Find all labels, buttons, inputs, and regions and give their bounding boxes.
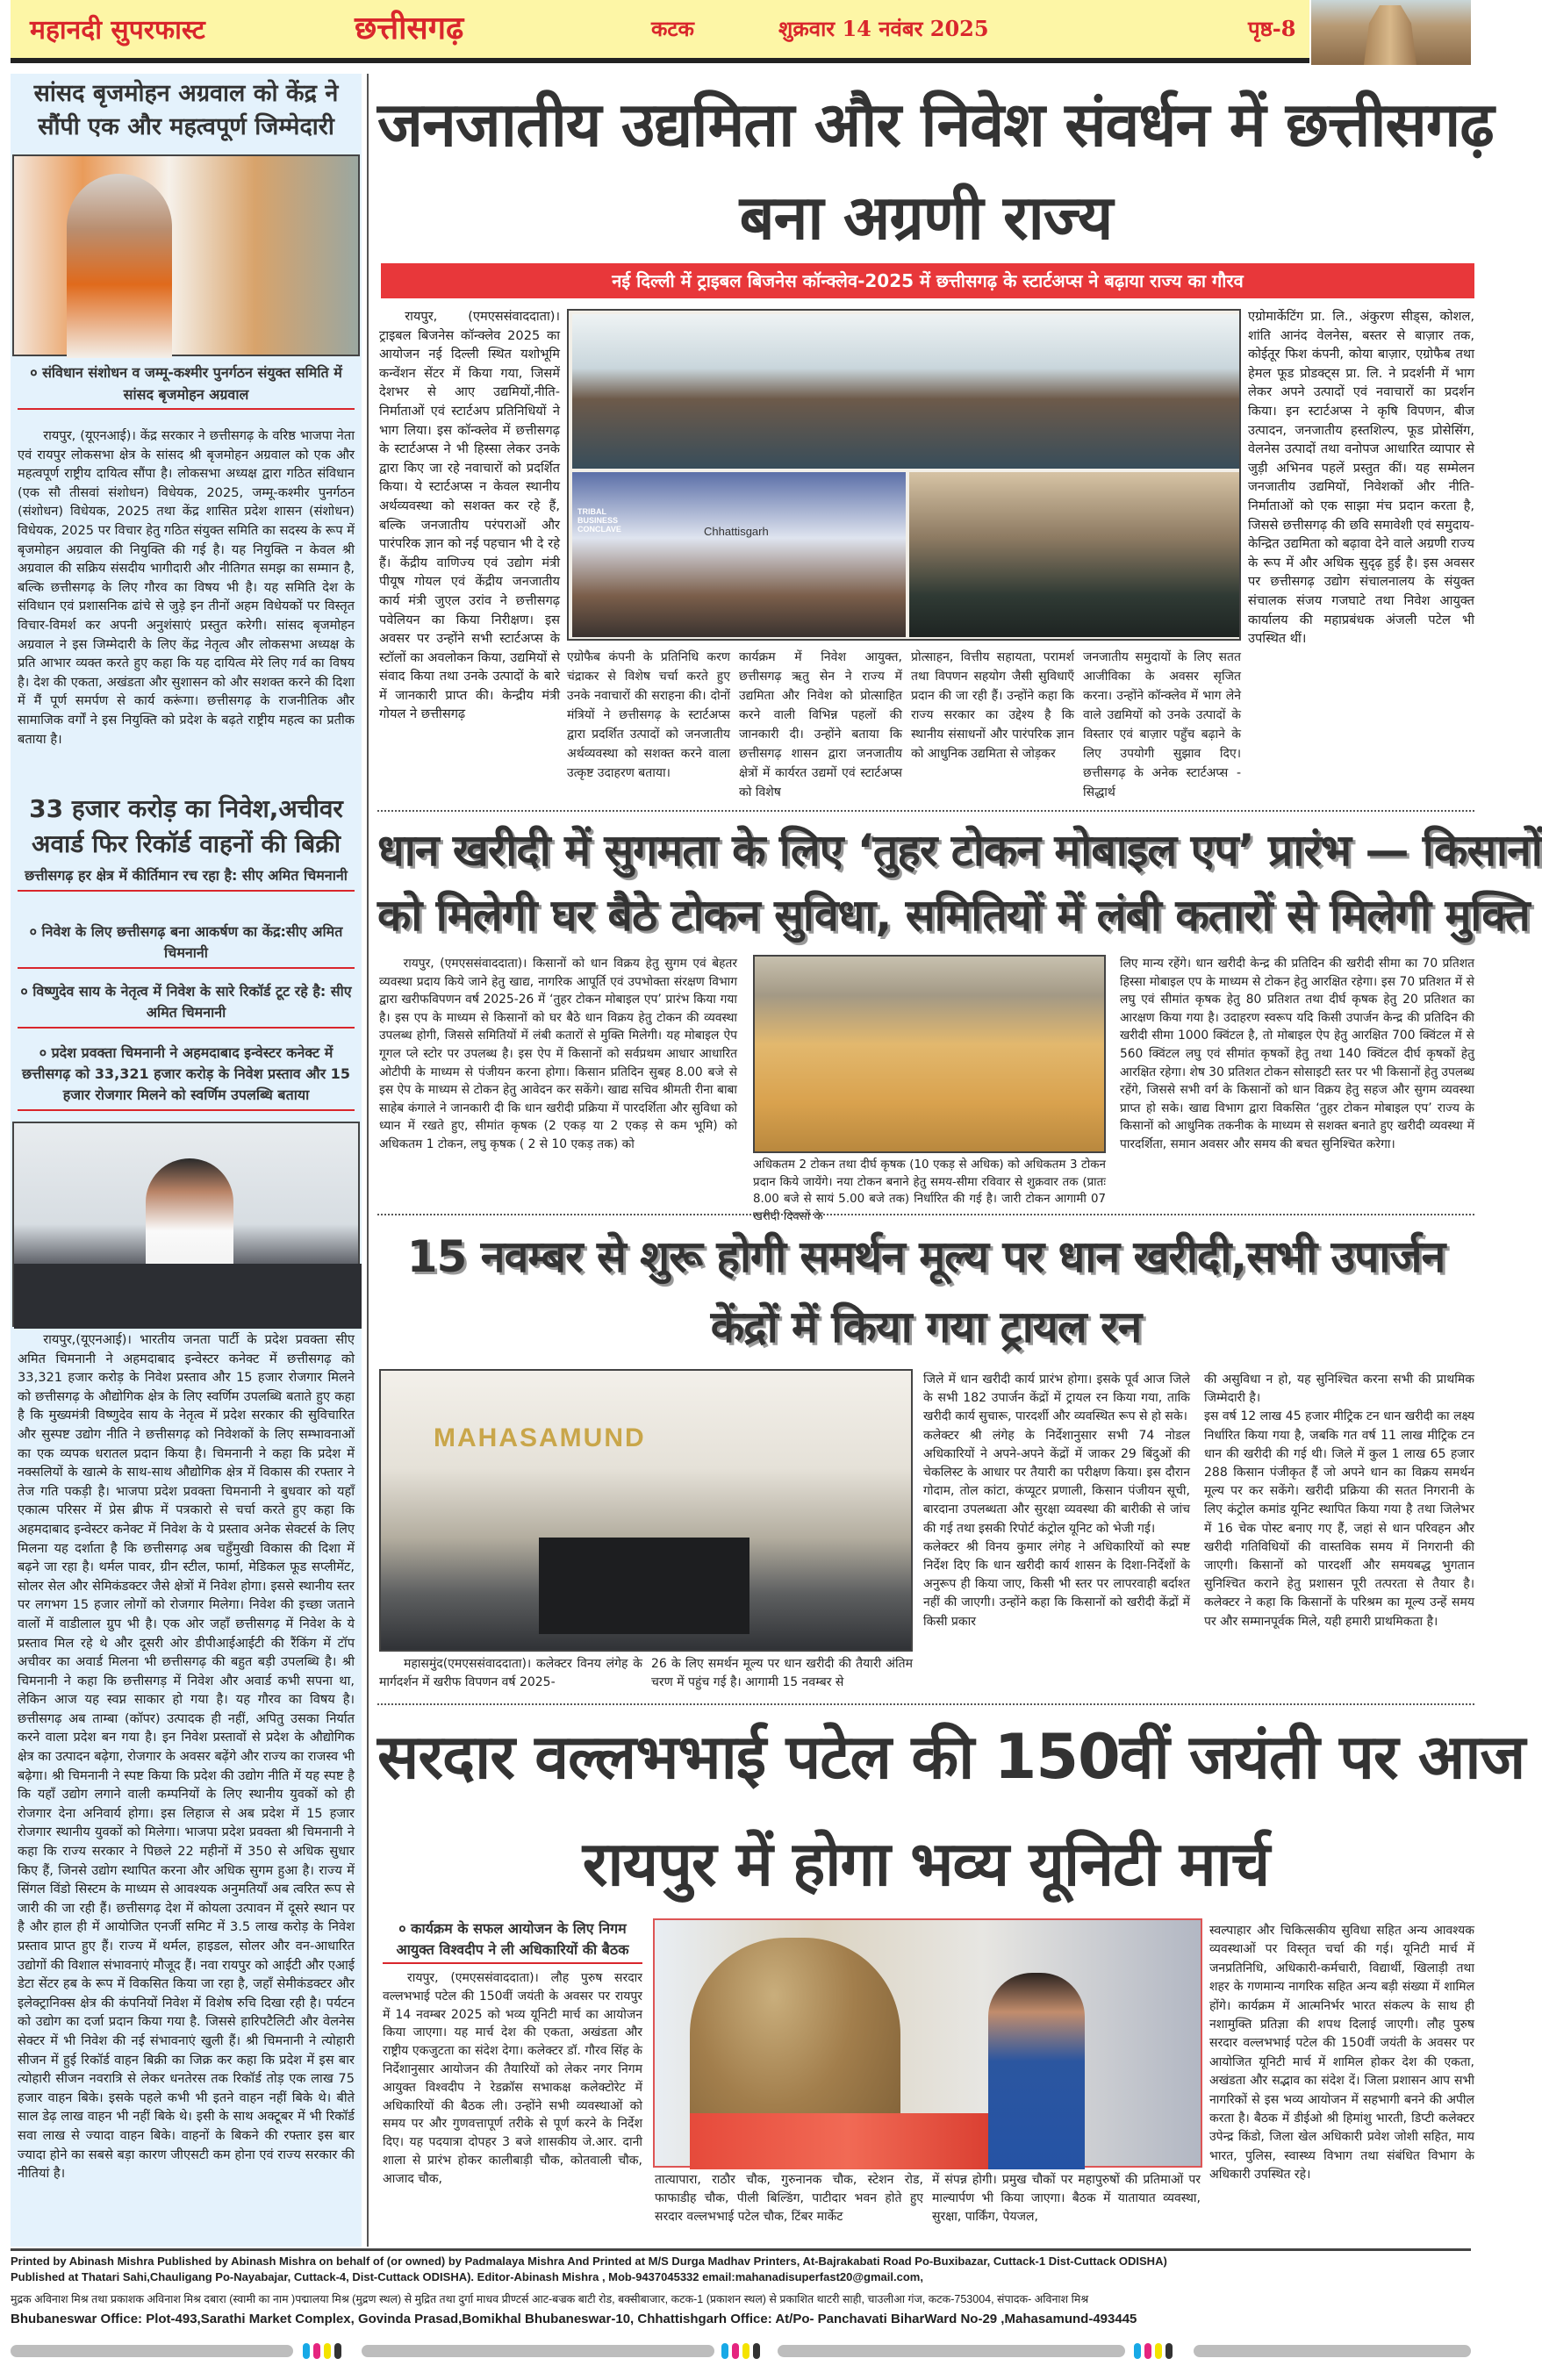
banner-text: Chhattisgarh bbox=[704, 525, 769, 538]
group-photo bbox=[572, 314, 1239, 469]
story3-headline-line1: 15 नवम्बर से शुरू होगी समर्थन मूल्य पर धान खरीदी,सभी उपार्जन bbox=[406, 1231, 1445, 1282]
story3-col-b: की असुविधा न हो, यह सुनिश्चित करना सभी की प्राथमिक जिम्मेदारी है। इस वर्ष 12 लाख 45 हजार मीट्रिक टन धान खरीदी का लक्ष्य निर्धारित किया गया है, जबकि गत वर्ष 11 लाख मीट्रिक टन धान की खरीदी की गई थी। जिले में कुल 1 लाख 65 हजार 288 किसान पंजीकृत हैं जो अपने धान का विक्रय समर्थन मूल्य पर कर सकेंगे। खरीदी प्रक्रिया की सतत निगरानी के लिए कंट्रोल कमांड यूनिट स्थापित किया गया है तथा जिलेभर में 16 चेक पोस्ट बनाए गए हैं, जहां से धान परिवहन और खरीदी गतिविधियों की वास्तविक समय में निगरानी की जाएगी। किसानों को पारदर्शी और समयबद्ध भुगतान सुनिश्चित कराने हेतु प्रशासन पूरी तत्परता से तैयार है। कलेक्टर ने कहा कि किसानों के परिश्रम का मूल्य उन्हें समय पर और सम्मानपूर्वक मिले, यही हमारी प्राथमिकता है। bbox=[1204, 1373, 1474, 1629]
left-story1-subhead: ० संविधान संशोधन व जम्मू-कश्मीर पुनर्गठन संयुक्त समिति में सांसद बृजमोहन अग्रवाल bbox=[18, 362, 355, 410]
brijmohan-agrawal-photo bbox=[12, 154, 360, 356]
left-story2-kicker: छत्तीसगढ़ हर क्षेत्र में कीर्तिमान रच रहा है: सीए अमित चिमनानी bbox=[18, 865, 355, 892]
flower-garland bbox=[690, 2113, 1006, 2169]
paper-name: महानदी सुपरफास्ट bbox=[30, 15, 205, 46]
temple-photo bbox=[1311, 0, 1471, 65]
story1-col3: कार्यक्रम में निवेश आयुक्त, छत्तीसगढ़ ऋतु सेन ने राज्य में उद्यमिता और निवेश को प्रोत्साहित करने वाली विभिन्न पहलों की जानकारी दी। उन्होंने बताया कि छत्तीसगढ़ शासन द्वारा जनजातीय क्षेत्रों में कार्यरत उद्यमों एवं स्टार्टअप्स को विशेष bbox=[739, 650, 902, 799]
section-divider bbox=[377, 810, 1474, 812]
section-divider bbox=[377, 1214, 1474, 1215]
cmyk-marks bbox=[721, 2343, 760, 2359]
sign-text: MAHASAMUND bbox=[434, 1423, 646, 1452]
registration-bar bbox=[778, 2345, 1125, 2357]
paragraph: रायपुर, (एमएससंवाददाता)। ट्राइबल बिजनेस कॉन्क्लेव 2025 का आयोजन नई दिल्ली स्थित यशोभूमि कन्वेंशन सेंटर में किया गया, जिसमें देशभर से आए उद्यमियों,नीति-निर्माताओं एवं स्टार्टअप प्रतिनिधियों ने भाग लिया। इस कॉन्क्लेव में छत्तीसगढ़ के स्टार्टअप्स ने भी हिस्सा लेकर उनके द्वारा किए जा रहे नवाचारों को प्रदर्शित किया। ये स्टार्टअप्स न केवल स्थानीय अर्थव्यवस्था को सशक्त कर रहे हैं, बल्कि जनजातीय परंपराओं और पारंपरिक ज्ञान को नई पहचान भी दे रहे हैं। केंद्रीय वाणिज्य एवं उद्योग मंत्री पीयूष गोयल एवं केंद्रीय जनजातीय कार्य मंत्री जुएल उरांव ने छत्तीसगढ़ पवेलियन का किया निरीक्षण। इस अवसर पर उन्होंने सभी स्टार्टअप्स के स्टॉलों का अवलोकन किया, उद्यमियों से संवाद किया तथा उनके उत्पादों के बारे में जानकारी प्राप्त की। केन्द्रीय मंत्री गोयल ने छत्तीसगढ़ bbox=[379, 309, 560, 722]
patel-statue-tribute-photo bbox=[653, 1918, 1202, 2168]
paddy-mandi-photo bbox=[753, 955, 1106, 1153]
story2-headline-line2: को मिलेगी घर बैठे टोकन सुविधा, समितियों में लंबी कतारों से मिलेगी मुक्ति bbox=[377, 890, 1530, 941]
imprint-line3-hindi: मुद्रक अविनाश मिश्र तथा प्रकाशक अविनाश मिश्र दबारा (स्वामी का नाम )पद्मालया मिश्र (मुद्रण स्थल) से मुद्रित तथा दुर्गा माधव प्रीण्टर्स आट-बज्रक बाटी रोड, बक्सीबाजार, कटक-1 (प्रकाशन स्थल) से प्रकाशित थाटरी साही, चाउलीआ गंज, कटक-753004, संपादक- अविनाश मिश्र bbox=[11, 2293, 1089, 2305]
paragraph: रायपुर, (एमएससंवाददाता)। लौह पुरुष सरदार वल्लभभाई पटेल की 150वीं जयंती के अवसर पर रायपुर में 14 नवम्बर 2025 को भव्य यूनिटी मार्च का आयोजन किया जाएगा। यह मार्च देश की एकता, अखंडता और राष्ट्रीय एकजुटता का संदेश देगा। कलेक्टर डॉ. गौरव सिंह के निर्देशानुसार आयोजन की तैयारियों को लेकर नगर निगम आयुक्त विश्वदीप ने रेडक्रॉस सभाकक्ष कलेक्टोरेट में अधिकारियों की बैठक ली। उन्होंने सभी व्यवस्थाओं को समय पर और गुणवत्तापूर्ण तरीके से पूर्ण करने के निर्देश दिए। यह पदयात्रा दोपहर 3 बजे शासकीय जे.आर. दानी शाला से प्रारंभ होकर कालीबाड़ी चौक, कोतवाली चौक, आजाद चौक, bbox=[383, 1971, 642, 2186]
column-divider bbox=[367, 74, 369, 2247]
mahasamund-meeting-photo bbox=[379, 1369, 913, 1652]
story4-col1 bbox=[383, 1969, 642, 2247]
cmyk-marks bbox=[303, 2343, 341, 2359]
edition-city: कटक bbox=[651, 16, 694, 41]
masthead bbox=[11, 0, 1309, 58]
story3-caption-col2: 26 के लिए समर्थन मूल्य पर धान खरीदी की तैयारी अंतिम चरण में पहुंच गई है। आगामी 15 नवम्बर से bbox=[651, 1657, 913, 1689]
story1-headline-line2: बना अग्रणी राज्य bbox=[739, 182, 1113, 254]
story1-col5: जनजातीय समुदायों के लिए सतत आजीविका के अवसर सृजित करना। उन्होंने कॉन्क्लेव में भाग लेने वाले उद्यमियों को उनके उत्पादों के विस्तार एवं बाज़ार पहुँच बढ़ाने के लिए उपयोगी सुझाव दिए। छत्तीसगढ़ के अनेक स्टार्टअप्स - सिद्धार्थ bbox=[1083, 650, 1241, 799]
story3-col-a: जिले में धान खरीदी कार्य प्रारंभ होगा। इसके पूर्व आज जिले के सभी 182 उपार्जन केंद्रों में ट्रायल रन किया गया, ताकि खरीदी कार्य सुचारू, पारदर्शी और व्यवस्थित रूप से हो सके। कलेक्टर श्री लंगेह के निर्देशानुसार सभी 74 नोडल अधिकारियों ने अपने-अपने केंद्रों में जाकर 29 बिंदुओं की चेकलिस्ट के आधार पर तैयारी का परीक्षण किया। इस दौरान गोदाम, तोल कांटा, कंप्यूटर प्रणाली, किसान पंजीयन सूची, बारदाना उपलब्धता और सुरक्षा व्यवस्था की बारीकी से जांच की गई तथा इसकी रिपोर्ट कंट्रोल यूनिट को भेजी गई। कलेक्टर श्री विनय कुमार लंगेह ने अधिकारियों को स्पष्ट निर्देश दिए कि धान खरीदी कार्य शासन के दिशा-निर्देशों के अनुरूप ही किया जाए, किसी भी स्तर पर लापरवाही बर्दाश्त नहीं की जाएगी। उन्होंने कहा कि किसानों को खरीदी केंद्रों में किसी प्रकार bbox=[923, 1373, 1190, 1629]
sign-text: TRIBAL BUSINESS CONCLAVE bbox=[577, 507, 621, 534]
story1-col4: प्रोत्साहन, वित्तीय सहायता, परामर्श तथा विपणन सहयोग जैसी सुविधाएँ प्रदान की जा रही हैं। उन्होंने कहा कि राज्य सरकार का उद्देश्य है कि स्थानीय संसाधनों और पारंपरिक ज्ञान को आधुनिक उद्यमिता से जोड़कर bbox=[911, 650, 1074, 761]
tribal-conclave-photo-collage bbox=[567, 309, 1241, 641]
issue-date: शुक्रवार 14 नवंबर 2025 bbox=[778, 16, 989, 41]
section-divider bbox=[377, 1703, 1474, 1705]
registration-bar bbox=[362, 2345, 714, 2357]
amit-chimnani-press-photo bbox=[12, 1122, 360, 1327]
story4-caption-col1: तात्यापारा, राठौर चौक, गुरुनानक चौक, स्टेशन रोड, फाफाडीह चौक, पीली बिल्डिंग, पाटीदार भवन होते हुए सरदार वल्लभभाई पटेल चौक, टिंबर मार्केट bbox=[655, 2173, 923, 2224]
story2-col2: अधिकतम 2 टोकन तथा दीर्घ कृषक (10 एकड़ से अधिक) को अधिकतम 3 टोकन प्रदान किये जायेंगे। नया टोकन बनाने हेतु समय-सीमा रविवार से शुक्रवार तक (प्रातः 8.00 बजे से सायं 5.00 बजे तक) निर्धारित की गई है। जारी टोकन आगामी 07 खरीदी दिवसों के bbox=[753, 1158, 1106, 1223]
cmyk-marks bbox=[1134, 2343, 1173, 2359]
pavilion-photo bbox=[909, 472, 1239, 637]
dignitary bbox=[988, 1973, 1085, 2169]
left-story2-body bbox=[18, 1330, 355, 2243]
paragraph: रायपुर, (यूएनआई)। केंद्र सरकार ने छत्तीसगढ़ के वरिष्ठ भाजपा नेता एवं रायपुर लोकसभा क्षेत्र के सांसद श्री बृजमोहन अग्रवाल को एक और महत्वपूर्ण राष्ट्रीय दायित्व सौंपा है। लोकसभा अध्यक्ष द्वारा गठित संविधान (एक सौ तीसवां संशोधन) विधेयक, 2025, जम्मू-कश्मीर पुनर्गठन (संशोधन) विधेयक, 2025 तथा केंद्र शासित प्रदेश शासन (संशोधन) विधेयक, 2025 पर विचार हेतु गठित संयुक्त समिति का सदस्य के रूप में बृजमोहन अग्रवाल की नियुक्ति की गई है। यह नियुक्ति न केवल श्री अग्रवाल की सक्रिय संसदीय भागीदारी और नीतिगत समझ का सम्मान है, बल्कि छत्तीसगढ़ के लिए गौरव का विषय भी है। यह समिति देश के संविधान एवं प्रशासनिक ढांचे से जुड़े इन तीनों अहम विधेयकों पर विस्तृत विचार-विमर्श कर अपनी अनुशंसाएं प्रस्तुत करेगी। सांसद बृजमोहन अग्रवाल ने इस जिम्मेदारी के लिए केंद्र नेतृत्व और लोकसभा अध्यक्ष के प्रति आभार व्यक्त करते हुए कहा कि यह दायित्व मेरे लिए गर्व का विषय है। देश की एकता, अखंडता और सुशासन को और सशक्त करने की दिशा में मैं पूर्ण समर्पण से कार्य करूंगा। छत्तीसगढ़ के राजनीतिक और सामाजिक वर्गों ने इस नियुक्ति को प्रदेश के बढ़ते राष्ट्रीय महत्व का प्रतीक बताया है। bbox=[18, 428, 355, 747]
left-story2-headline: 33 हजार करोड़ का निवेश,अचीवर अवार्ड फिर रिकॉर्ड वाहनों की बिक्री bbox=[29, 794, 343, 858]
paragraph: रायपुर, (एमएससंवाददाता)। किसानों को धान विक्रय हेतु सुगम एवं बेहतर व्यवस्था प्रदाय किये जाने हेतु खाद्य, नागरिक आपूर्ति एवं उपभोक्ता संरक्षण विभाग द्वारा खरीफविपणन वर्ष 2025-26 में ‘तुहर टोकन मोबाइल एप’ प्रारंभ किया गया है। इस एप के माध्यम से किसानों को घर बैठे धान विक्रय हेतु टोकन की व्यवस्था उपलब्ध होगी, जिससे समितियों में लंबी कतारों से मुक्ति मिलेगी। यह मोबाइल ऐप गूगल प्ले स्टोर पर उपलब्ध है। इस ऐप में किसानों को सर्वप्रथम आधार आधारित ओटीपी के माध्यम से पंजीयन करना होगा। किसान प्रतिदिन सुबह 8.00 बजे से इस ऐप के माध्यम से टोकन हेतु आवेदन कर सकेंगे। खाद्य सचिव श्रीमती रीना बाबा साहेब कंगाले ने जानकारी दी कि धान खरीदी प्रक्रिया में पारदर्शिता और सुविधा को ध्यान में रखते हुए, सीमांत कृषक (2 एकड़ या 2 एकड़ से कम भूमि) को अधिकतम 1 टोकन, लघु कृषक ( 2 से 10 एकड़ तक) को bbox=[379, 957, 737, 1151]
left-story2-bullet: ० विष्णुदेव साय के नेतृत्व में निवेश के सारे रिकॉर्ड टूट रहे है: सीए अमित चिमनानी bbox=[18, 978, 355, 1029]
footer-rule bbox=[11, 2248, 1471, 2251]
story2-headline-line1: धान खरीदी में सुगमता के लिए ‘तुहर टोकन मोबाइल एप’ प्रारंभ — किसानों bbox=[377, 825, 1542, 876]
imprint-line1: Printed by Abinash Mishra Published by Abinash Mishra on behalf of (or owned) by Padmalaya Mishra And Printed at M/S Durga Madhav Printers, At-Bajrakabati Road Po-Buxibazar, Cuttack-1 Dist-Cuttack ODISHA) bbox=[11, 2255, 1167, 2268]
story4-headline-line2: रायपुर में होगा भव्य यूनिटी मार्च bbox=[582, 1828, 1270, 1900]
story1-headline-line1: जनजातीय उद्यमिता और निवेश संवर्धन में छत्तीसगढ़ bbox=[377, 89, 1494, 161]
left-story2-bullet: ० प्रदेश प्रवक्ता चिमनानी ने अहमदाबाद इन्वेस्टर कनेक्ट में छत्तीसगढ़ को 33,321 हजार करोड़ के निवेश प्रस्ताव और 15 हजार रोजगार मिलने को स्वर्णिम उपलब्धि बताया bbox=[18, 1039, 355, 1111]
left-story2-bullet: ० निवेश के लिए छत्तीसगढ़ बना आकर्षण का केंद्र:सीए अमित चिमनानी bbox=[18, 918, 355, 969]
page-number: पृष्ठ-8 bbox=[1248, 16, 1296, 41]
story4-subhead: ० कार्यक्रम के सफल आयोजन के लिए निगम आयुक्त विश्वदीप ने ली अधिकारियों की बैठक bbox=[383, 1918, 642, 1964]
story1-col2: एग्रोफैब कंपनी के प्रतिनिधि करण चंद्राकर से विशेष चर्चा करते हुए उनके नवाचारों की सराहना की। दोनों मंत्रियों ने छत्तीसगढ़ के स्टार्टअप्स द्वारा प्रदर्शित उत्पादों को जनजातीय अर्थव्यवस्था को सशक्त करने वाला उत्कृष्ट उदाहरण बताया। bbox=[567, 650, 730, 780]
story1-col1 bbox=[379, 307, 560, 807]
registration-bar bbox=[11, 2345, 293, 2357]
monitor bbox=[539, 1538, 749, 1634]
story1-strap: नई दिल्ली में ट्राइबल बिजनेस कॉन्क्लेव-2025 में छत्तीसगढ़ के स्टार्टअप्स ने बढ़ाया राज्य का गौरव bbox=[381, 263, 1474, 298]
office-addresses: Bhubaneswar Office: Plot-493,Sarathi Market Complex, Govinda Prasad,Bomikhal Bhubaneswar-10, Chhattishgarh Office: At/Po- Panchavati BiharWard No-29 ,Mahasamund-493445 bbox=[11, 2312, 1137, 2326]
paragraph: एग्रोमार्केटिंग प्रा. लि., अंकुरण सीड्स, कोशल, शांति आनंद वेलनेस, बस्तर से बाज़ार तक, कोईतूर फिश कंपनी, कोया बाज़ार, एग्रोफैब तथा हेमल फूड प्रोडक्ट्स प्रा. लि. ने प्रदर्शनी में भाग लेकर अपने उत्पादों एवं नवाचारों का प्रदर्शन किया। इन स्टार्टअप्स ने कृषि विपणन, बीज उत्पादन, जनजातीय हस्तशिल्प, फूड प्रोसेसिंग, वेलनेस उत्पादों तथा वनोपज आधारित व्यापार से जुड़ी अभिनव पहलें प्रस्तुत कीं। यह सम्मेलन जनजातीय उद्यमियों, निवेशकों और नीति-निर्माताओं को एक साझा मंच प्रदान करता है, जिससे छत्तीसगढ़ की छवि समावेशी एवं समुदाय-केन्द्रित उद्यमिता को बढ़ावा देने वाले अग्रणी राज्य के रूप में और अधिक सुदृढ़ हुई है। इस अवसर पर छत्तीसगढ़ उद्योग संचालनालय के संयुक्त संचालक संजय गजघाटे तथा निवेश आयुक्त कार्यालय की महाप्रबंधक अंजली पटेल भी उपस्थित थीं। bbox=[1248, 309, 1474, 647]
section-name: छत्तीसगढ़ bbox=[355, 10, 464, 47]
paragraph: महासमुंद(एमएससंवाददाता)। कलेक्टर विनय लंगेह के मार्गदर्शन में खरीफ विपणन वर्ष 2025- bbox=[379, 1657, 642, 1689]
left-story1-body bbox=[18, 427, 355, 785]
story2-col3: लिए मान्य रहेंगे। धान खरीदी केन्द्र की प्रतिदिन की खरीदी सीमा का 70 प्रतिशत हिस्सा मोबाइल एप के माध्यम से टोकन हेतु आरक्षित रहेगा। इस 70 प्रतिशत में से लघु एवं सीमांत कृषक हेतु 80 प्रतिशत तथा दीर्घ कृषक हेतु 20 प्रतिशत का आरक्षण किया गया है। उदाहरण स्वरूप यदि किसी उपार्जन केन्द्र की प्रतिदिन की खरीदी सीमा 1000 क्विंटल है, तो मोबाइल ऐप हेतु आरक्षित 700 क्विंटल में से 560 क्विंटल लघु एवं सीमांत कृषकों हेतु तथा 140 क्विंटल दीर्घ कृषकों हेतु आरक्षित रहेगा। शेष 30 प्रतिशत टोकन सोसाइटी स्तर पर भी किसानों हेतु उपलब्ध रहेंगे, जिससे सभी वर्ग के किसानों को धान विक्रय हेतु सहज और सुगम व्यवस्था प्राप्त हो सके। खाद्य विभाग द्वारा विकसित ‘तुहर टोकन मोबाइल एप’ राज्य के किसानों को आधुनिक तकनीक के माध्यम से सशक्त बनाते हुए खरीदी व्यवस्था में पारदर्शिता, समान अवसर और समय की बचत सुनिश्चित करेगा। bbox=[1120, 957, 1474, 1151]
story4-headline-line1: सरदार वल्लभभाई पटेल की 150वीं जयंती पर आज bbox=[377, 1721, 1525, 1793]
masthead-rule bbox=[11, 58, 1309, 63]
stage-photo bbox=[572, 472, 906, 637]
story1-col-right bbox=[1248, 307, 1474, 807]
story3-headline-line2: केंद्रों में किया गया ट्रायल रन bbox=[710, 1301, 1142, 1352]
registration-bar bbox=[1194, 2345, 1471, 2357]
paragraph: रायपुर,(यूएनआई)। भारतीय जनता पार्टी के प्रदेश प्रवक्ता सीए अमित चिमनानी ने अहमदाबाद इन्वेस्टर कनेक्ट में छत्तीसगढ़ को 33,321 हजार करोड़ के निवेश प्रस्ताव और 15 हजार रोजगार मिलने को छत्तीसगढ़ के औद्योगिक क्षेत्र के लिए स्वर्णिम उपलब्धि बताते हुए कहा है कि मुख्यमंत्री विष्णुदेव साय के नेतृत्व में प्रदेश सरकार की सुविचारित और सुस्पष्ट उद्योग नीति ने छत्तीसगढ़ को निवेशकों के लिए सम्भावनाओं का एक व्यपक धरातल प्रदान किया है। चिमनानी ने कहा कि प्रदेश में नक्सलियों के खात्मे के साथ-साथ औद्योगिक क्षेत्र में विकास की रफ्तार ने तेज गति पकड़ी है। भाजपा प्रदेश प्रवक्ता चिमनानी ने बुधवार को यहाँ एकात्म परिसर में प्रेस ब्रीफ में पत्रकारो से चर्चा करते हुए कहा कि अहमदाबाद इन्वेस्टर कनेक्ट में निवेश के ये प्रस्ताव अनेक सेक्टर्स के लिए मिलना यह दर्शाता है कि छत्तीसगढ़ अब चहुँमुखी विकास की दिशा में बढ़ने जा रहा है। थर्मल पावर, ग्रीन स्टील, फार्मा, मेडिकल फूड सप्लीमेंट, सोलर सेल और सेमिकंडक्टर जैसे क्षेत्रों में निवेश होगा। इससे स्थानीय स्तर पर लगभग 15 हजार लोगों को रोजगार मिलेगा। निवेश की इच्छा जताने वालों में वाडीलाल ग्रुप भी है। एक ओर जहाँ छत्तीसगढ़ में निवेश के ये प्रस्ताव मिल रहे थे और दूसरी ओर डीपीआईआईटी की रैंकिंग में टॉप अचीवर का अवार्ड मिलना भी छत्तीसगढ़ की बहुत बड़ी उपलब्धि है। श्री चिमनानी ने कहा कि छत्तीसगड़ में निवेश और अवार्ड कभी सपना था, लेकिन आज यह स्वप्न साकार हो गया है। यह गौरव का विषय है। छत्तीसगढ़ अब ताम्बा (कॉपर) उत्पादक ही नहीं, अपितु उसका निर्यात करने वाला प्रदेश बन गया है। इन निवेश प्रस्तावों से प्रदेश के औद्योगिक क्षेत्र का उत्पादन बढ़ेगा, रोजगार के अवसर बढ़ेंगे और राज्य का राजस्व भी बढ़ेगा। श्री चिमनानी ने स्पष्ट किया कि प्रदेश की उद्योग नीति में यह स्पष्ट है कि यहाँ उद्योग लगाने वाली कम्पनियों के लिए स्थानीय युवकों को ही रोजगार देना अनिवार्य होगा। इस लिहाज से अब प्रदेश में 15 हजार रोजगार स्थानीय युवकों को मिलेगा। भाजपा प्रदेश प्रवक्ता श्री चिमनानी ने कहा कि राज्य सरकार ने पिछले 22 महीनों में 350 से अधिक सुधार किए हैं, जिनसे उद्योग स्थापित करना और अधिक सुगम हुआ है। राज्य में सिंगल विंडो सिस्टम के माध्यम से आवश्यक अनुमतियाँ अब त्वरित रूप से जारी की जा रही हैं। छत्तीसगढ़ देश में कोयला उत्पावन में दूसरे स्थान पर है और हाल ही में आयोजित एनर्जी समिट में 3.5 लाख करोड़ के निवेश प्रस्ताव प्राप्त हुए हैं। राज्य में थर्मल, हाइडल, सोलर और वन-आधारित उद्योगों की विशाल संभावनाएं मौजूद हैं। नवा रायपुर को आईटी और एआई डेटा सेंटर हब के रूप में विकसित किया जा रहा है, जहाँ सेमीकंडक्टर और इलेक्ट्रानिक्स क्षेत्र की कंपनियों निवेश में विशेष रुचि दिखा रही है। पर्यटन को उद्योग का दर्जा प्रदान किया गया है. जिससे हारिपटैलिटी और वेलनेस सेक्टर में भी निवेश की नई संभावनाएं खुली हैं। श्री चिमनानी ने त्योहारी सीजन में हुई रिकॉर्ड वाहन बिक्री का जिक्र कर कहा कि प्रदेश में इस बार त्योहारी सीजन नवरात्रि से लेकर धनतेरस तक रिकॉर्ड तोड़ एक लाख 75 हजार वाहन बिके। इसके पहले कभी भी इतने वाहन नहीं बिके थे। बीते साल डेढ़ लाख वाहन भी नहीं बिके थे। इसी के साथ अक्टूबर में भी रिकॉर्ड सवा लाख से ज्यादा वाहन बिके। वाहनों के बिकने की रफ्तार इस बार ज्यादा होने का सबसे बड़ा कारण जीएसटी कम होना एवं राज्य सरकार की नीतियां है। bbox=[18, 1332, 355, 2182]
story4-caption-col2: में संपन्न होगी। प्रमुख चौकों पर महापुरुषों की प्रतिमाओं पर माल्यार्पण भी किया जाएगा। बैठक में यातायात व्यवस्था, सुरक्षा, पार्किंग, पेयजल, bbox=[932, 2173, 1201, 2224]
story3-caption-col1 bbox=[379, 1655, 642, 1695]
story2-col1 bbox=[379, 955, 737, 1208]
imprint-line2: Published at Thatari Sahi,Chauligang Po-Nayabajar, Cuttack-4, Dist-Cuttack ODISHA). Editor-Abinash Mishra , Mob-9437045332 email:mahanadisuperfast20@gmail.com, bbox=[11, 2270, 923, 2283]
story4-col-right: स्वल्पाहार और चिकित्सकीय सुविधा सहित अन्य आवश्यक व्यवस्थाओं पर विस्तृत चर्चा की गई। यूनिटी मार्च में जनप्रतिनिधि, अधिकारी-कर्मचारी, विद्यार्थी, खिलाड़ी तथा शहर के गणमान्य नागरिक सहित अन्य बड़ी संख्या में शामिल होंगे। कार्यक्रम में आत्मनिर्भर भारत संकल्प के साथ ही नशामुक्ति प्रतिज्ञा की शपथ दिलाई जाएगी। लौह पुरुष सरदार वल्लभभाई पटेल की 150वीं जयंती के अवसर पर आयोजित यूनिटी मार्च में शामिल होकर देश की एकता, अखंडता और सद्भाव का संदेश दें। जिला प्रशासन आप सभी नागरिकों से इस भव्य आयोजन में सहभागी बनने की अपील करता है। बैठक में डीईओ श्री हिमांशु भारती, डिप्टी कलेक्टर उपेन्द्र किंडो, जिला खेल अधिकारी प्रवेश जोशी सहित, माय भारत, पुलिस, स्वास्थ्य विभाग तथा संबंधित विभाग के अधिकारी उपस्थित रहे। bbox=[1209, 1924, 1474, 2183]
left-story1-headline: सांसद बृजमोहन अग्रवाल को केंद्र ने सौंपी एक और महत्वपूर्ण जिम्मेदारी bbox=[33, 80, 339, 140]
